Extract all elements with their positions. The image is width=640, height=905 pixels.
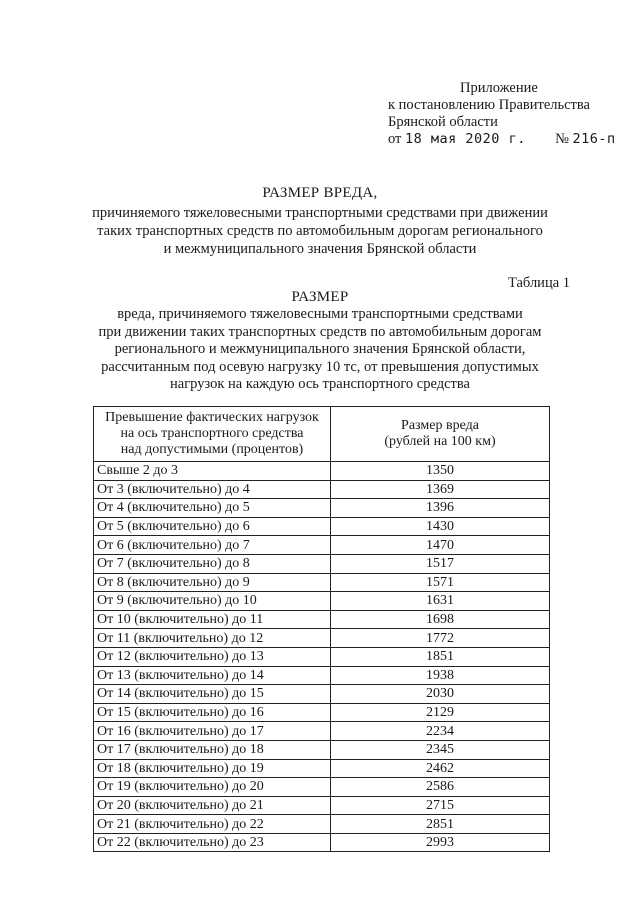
date-prefix: от [388, 131, 402, 147]
header-damage-line: (рублей на 100 км) [384, 434, 496, 449]
main-subtitle [0, 204, 640, 258]
overload-range-cell: От 19 (включительно) до 20 [94, 778, 331, 797]
overload-range-cell: От 6 (включительно) до 7 [94, 536, 331, 555]
overload-range-cell: От 20 (включительно) до 21 [94, 796, 331, 815]
main-title: РАЗМЕР ВРЕДА, [262, 185, 378, 201]
table-label: Таблица 1 [508, 275, 571, 291]
damage-value-cell: 1350 [331, 462, 550, 481]
table-row [94, 722, 550, 741]
damage-value-cell: 2715 [331, 796, 550, 815]
overload-range-cell: От 9 (включительно) до 10 [94, 592, 331, 611]
decree-date: 18 мая 2020 г. [405, 131, 526, 147]
table-row [94, 815, 550, 834]
table-row [94, 499, 550, 518]
table-row [94, 647, 550, 666]
header-damage [331, 407, 550, 462]
damage-value-cell: 2851 [331, 815, 550, 834]
table-header-row [94, 407, 550, 462]
header-overload-line: на ось транспортного средства [120, 426, 304, 441]
damage-value-cell: 1517 [331, 554, 550, 573]
table-row [94, 573, 550, 592]
overload-range-cell: Свыше 2 до 3 [94, 462, 331, 481]
damage-value-cell: 1396 [331, 499, 550, 518]
overload-range-cell: От 18 (включительно) до 19 [94, 759, 331, 778]
damage-value-cell: 1470 [331, 536, 550, 555]
table-row [94, 833, 550, 852]
table-row [94, 740, 550, 759]
table-subtitle [0, 306, 640, 394]
overload-range-cell: От 12 (включительно) до 13 [94, 647, 331, 666]
overload-range-cell: От 14 (включительно) до 15 [94, 685, 331, 704]
overload-range-cell: От 5 (включительно) до 6 [94, 517, 331, 536]
damage-value-cell: 2345 [331, 740, 550, 759]
table-row [94, 685, 550, 704]
table-subtitle-line: рассчитанным под осевую нагрузку 10 тс, от превышения допустимых [101, 358, 539, 375]
main-subtitle-line: причиняемого тяжеловесными транспортными средствами при движении [92, 205, 548, 221]
damage-value-cell: 1430 [331, 517, 550, 536]
overload-range-cell: От 17 (включительно) до 18 [94, 740, 331, 759]
main-subtitle-line: и межмуниципального значения Брянской области [163, 241, 477, 257]
overload-range-cell: От 7 (включительно) до 8 [94, 554, 331, 573]
overload-range-cell: От 8 (включительно) до 9 [94, 573, 331, 592]
overload-range-cell: От 15 (включительно) до 16 [94, 703, 331, 722]
overload-range-cell: От 4 (включительно) до 5 [94, 499, 331, 518]
damage-value-cell: 1369 [331, 480, 550, 499]
damage-value-cell: 2993 [331, 833, 550, 852]
table-row [94, 759, 550, 778]
header-damage-line: Размер вреда [401, 418, 479, 433]
overload-range-cell: От 10 (включительно) до 11 [94, 610, 331, 629]
damage-value-cell: 1772 [331, 629, 550, 648]
damage-value-cell: 2462 [331, 759, 550, 778]
damage-value-cell: 1631 [331, 592, 550, 611]
header-overload [94, 407, 331, 462]
damage-value-cell: 2129 [331, 703, 550, 722]
table-row [94, 629, 550, 648]
appendix-region-line: Брянской области [388, 114, 498, 130]
header-overload-line: над допустимыми (процентов) [120, 442, 304, 457]
table-subtitle-line: нагрузок на каждую ось транспортного средства [170, 376, 470, 392]
overload-range-cell: От 21 (включительно) до 22 [94, 815, 331, 834]
table-title: РАЗМЕР [291, 289, 349, 305]
main-subtitle-line: таких транспортных средств по автомобильным дорогам регионального [97, 223, 543, 239]
table-row [94, 554, 550, 573]
table-row [94, 592, 550, 611]
table-subtitle-line: регионального и межмуниципального значения Брянской области, [114, 341, 526, 357]
damage-table [93, 406, 550, 852]
table-row [94, 610, 550, 629]
appendix-block [388, 80, 628, 148]
overload-range-cell: От 16 (включительно) до 17 [94, 722, 331, 741]
header-overload-line: Превышение фактических нагрузок [105, 410, 319, 425]
number-prefix: № [555, 131, 569, 147]
damage-value-cell: 2586 [331, 778, 550, 797]
table-row [94, 666, 550, 685]
damage-value-cell: 1938 [331, 666, 550, 685]
table-row [94, 480, 550, 499]
table-subtitle-line: вреда, причиняемого тяжеловесными транспортными средствами [117, 306, 523, 322]
table-row [94, 778, 550, 797]
damage-value-cell: 1851 [331, 647, 550, 666]
overload-range-cell: От 22 (включительно) до 23 [94, 833, 331, 852]
table-row [94, 462, 550, 481]
appendix-label: Приложение [460, 80, 538, 96]
table-row [94, 796, 550, 815]
overload-range-cell: От 13 (включительно) до 14 [94, 666, 331, 685]
appendix-date-line [388, 131, 628, 148]
decree-number: 216-п [572, 131, 616, 147]
overload-range-cell: От 11 (включительно) до 12 [94, 629, 331, 648]
damage-value-cell: 1698 [331, 610, 550, 629]
table-row [94, 517, 550, 536]
table-subtitle-line: при движении таких транспортных средств по автомобильным дорогам [98, 323, 542, 340]
table-row [94, 703, 550, 722]
damage-value-cell: 2030 [331, 685, 550, 704]
damage-value-cell: 2234 [331, 722, 550, 741]
damage-value-cell: 1571 [331, 573, 550, 592]
overload-range-cell: От 3 (включительно) до 4 [94, 480, 331, 499]
appendix-decree-line: к постановлению Правительства [388, 97, 590, 113]
table-row [94, 536, 550, 555]
